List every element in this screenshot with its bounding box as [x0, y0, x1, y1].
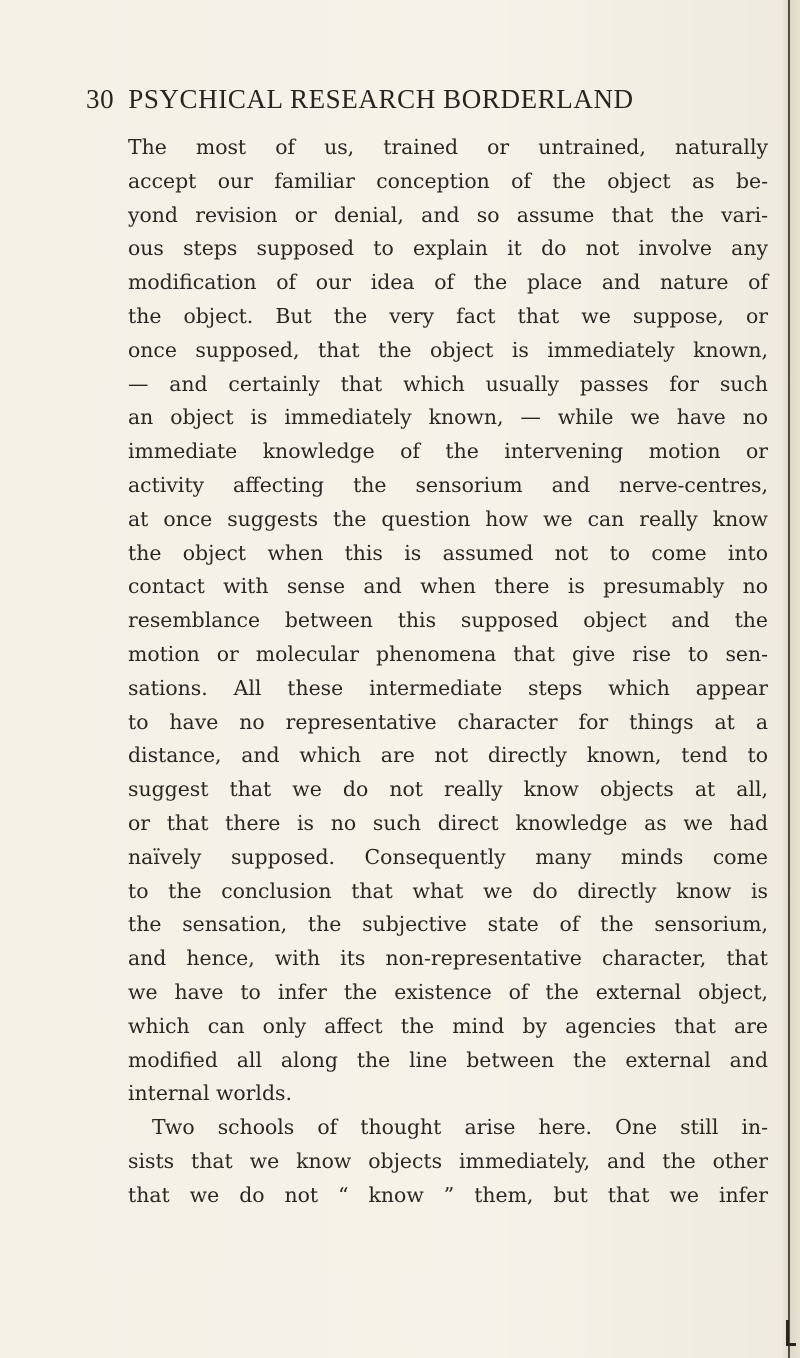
corner-mark [786, 1320, 796, 1346]
text-line: modification of our idea of the place and nature of [128, 270, 768, 295]
text-line: to have no representative character for things at a [128, 709, 768, 734]
text-line: modified all along the line between the external and [128, 1047, 768, 1072]
text-line: suggest that we do not really know objects at all, [128, 777, 768, 802]
text-line: which can only affect the mind by agencies that are [128, 1013, 768, 1038]
running-head [86, 84, 766, 115]
body-text [128, 131, 768, 1213]
page-edge-shadow [782, 0, 800, 1358]
text-line: or that there is no such direct knowledge as we had [128, 810, 768, 835]
text-line: ous steps supposed to explain it do not involve any [128, 236, 768, 261]
text-line: internal worlds. [128, 1081, 292, 1106]
running-title: PSYCHICAL RESEARCH BORDERLAND [128, 84, 634, 114]
text-line: motion or molecular phenomena that give rise to sen- [128, 641, 768, 666]
text-line: sations. All these intermediate steps which appear [128, 675, 768, 700]
text-line: sists that we know objects immediately, and the other [128, 1148, 768, 1173]
text-line: the object. But the very fact that we suppose, or [128, 303, 768, 328]
text-line: yond revision or denial, and so assume that the vari- [128, 202, 768, 227]
text-line: the object when this is assumed not to come into [128, 540, 768, 565]
page-edge-line [788, 0, 790, 1358]
text-line: the sensation, the subjective state of the sensorium, [128, 912, 768, 937]
text-line: that we do not “ know ” them, but that we infer [128, 1182, 768, 1207]
text-line: to the conclusion that what we do directly know is [128, 878, 768, 903]
text-line: Two schools of thought arise here. One still in- [152, 1115, 768, 1140]
text-line: and hence, with its non-representative character, that [128, 946, 768, 971]
text-line: an object is immediately known, — while we have no [128, 405, 768, 430]
text-line: resemblance between this supposed object and the [128, 608, 768, 633]
text-line: immediate knowledge of the intervening motion or [128, 439, 768, 464]
page-number: 30 [86, 84, 115, 114]
text-line: accept our familiar conception of the object as be- [128, 168, 768, 193]
text-line: — and certainly that which usually passes for such [128, 371, 768, 396]
text-line: at once suggests the question how we can really know [128, 506, 768, 531]
text-line: distance, and which are not directly known, tend to [128, 743, 768, 768]
text-line: The most of us, trained or untrained, naturally [128, 135, 768, 159]
text-line: we have to infer the existence of the external object, [128, 979, 768, 1004]
text-line: once supposed, that the object is immediately known, [128, 337, 768, 362]
text-line: contact with sense and when there is presumably no [128, 574, 768, 599]
text-line: naïvely supposed. Consequently many minds come [128, 844, 768, 869]
text-line: activity affecting the sensorium and nerve-centres, [128, 472, 768, 497]
